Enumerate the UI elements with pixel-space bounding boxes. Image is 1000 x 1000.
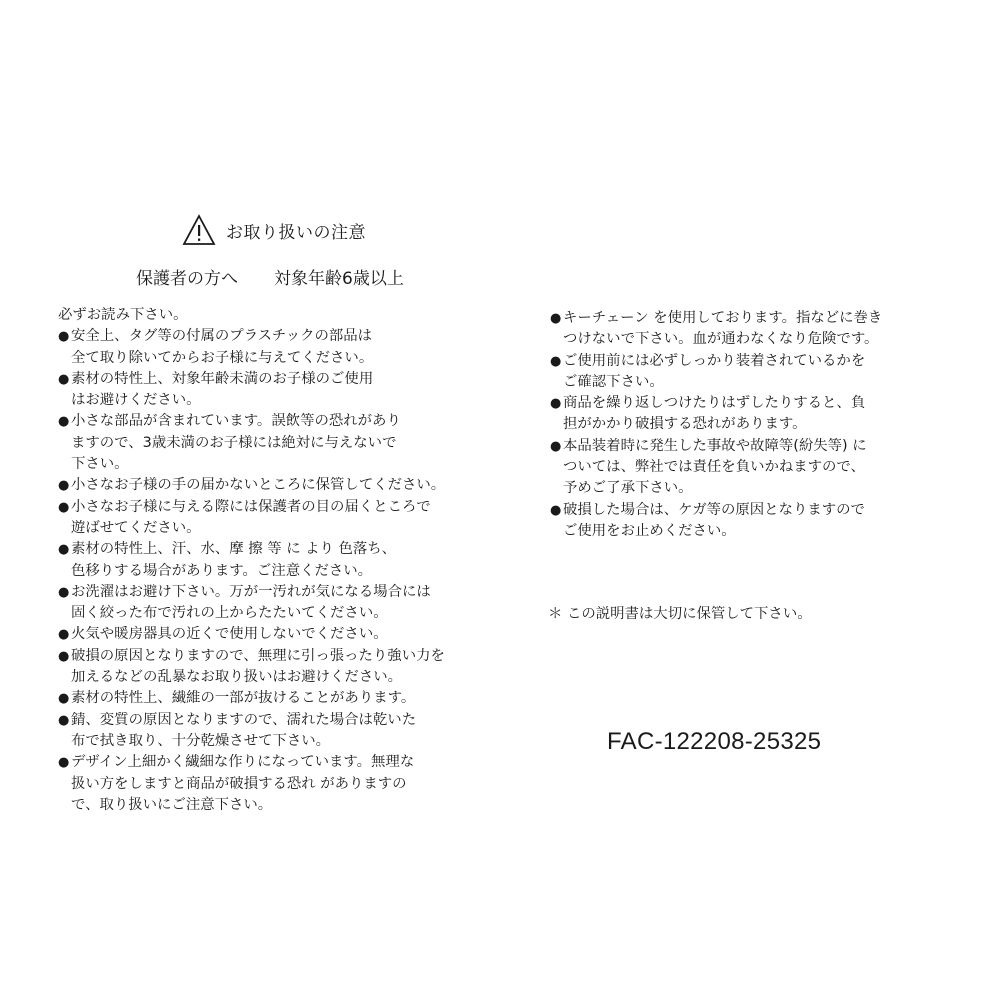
- caution-item: [58, 646, 468, 689]
- caution-text: 遊ばせてください。: [71, 519, 201, 536]
- caution-item-first-line: [58, 497, 468, 518]
- bullet-icon: ●: [58, 627, 70, 643]
- warning-triangle-icon: [182, 214, 216, 246]
- caution-text: 扱い方をしますと商品が破損する恐れ がありますの: [71, 775, 407, 792]
- caution-item-first-line: [58, 411, 468, 432]
- caution-item: [58, 539, 468, 582]
- caution-item-first-line: [58, 582, 468, 603]
- caution-text: 担がかかり破損する恐れがあります。: [563, 416, 807, 433]
- caution-list-right: [550, 308, 950, 542]
- bullet-icon: ●: [58, 499, 70, 515]
- bullet-icon: ●: [58, 691, 70, 707]
- caution-text: ついては、弊社では責任を負いかねますので、: [563, 459, 865, 476]
- caution-text: ますので、3歳未満のお子様には絶対に与えないで: [71, 434, 397, 451]
- caution-item-first-line: [550, 393, 950, 414]
- caution-text: キーチェーン を使用しております。指などに巻き: [563, 310, 883, 326]
- bullet-icon: ●: [58, 542, 70, 558]
- caution-item-first-line: [58, 752, 468, 773]
- subtitle-row: [136, 264, 404, 289]
- bullet-icon: ●: [58, 371, 70, 387]
- caution-text: 小さなお子様の手の届かないところに保管してください。: [71, 477, 446, 494]
- caution-text: つけないで下さい。血が通わなくなり危険です。: [563, 331, 879, 348]
- caution-item: [550, 436, 950, 500]
- caution-text: で、取り扱いにご注意下さい。: [71, 796, 273, 813]
- bullet-icon: ●: [58, 648, 70, 664]
- caution-item: [58, 688, 468, 709]
- caution-text: 安全上、タグ等の付属のプラスチックの部品は: [71, 328, 373, 345]
- intro-text: 必ずお読み下さい。: [58, 307, 188, 323]
- caution-text: 小さな部品が含まれています。誤飲等の恐れがあり: [71, 413, 401, 430]
- caution-list-left: [58, 305, 468, 816]
- caution-item-first-line: [58, 326, 468, 347]
- product-code: FAC-122208-25325: [607, 728, 822, 755]
- page-title: お取り扱いの注意: [226, 222, 366, 243]
- caution-text: 素材の特性上、対象年齢未満のお子様のご使用: [71, 370, 374, 387]
- caution-item: [58, 326, 468, 369]
- caution-text: ご使用をお止めください。: [563, 522, 736, 539]
- caution-text: 小さなお子様に与える際には保護者の目の届くところで: [71, 498, 431, 515]
- caution-item: [550, 308, 950, 351]
- bullet-icon: ●: [550, 311, 562, 326]
- bullet-icon: ●: [550, 438, 562, 454]
- caution-text: 色移りする場合があります。ご注意ください。: [71, 562, 373, 579]
- caution-text: 固く絞った布で汚れの上からたたいてください。: [71, 605, 388, 622]
- caution-item-first-line: [58, 624, 468, 645]
- title-row: [182, 210, 366, 250]
- caution-item-first-line: [58, 369, 468, 390]
- keep-manual-note: ＊ この説明書は大切に保管して下さい。: [548, 606, 812, 622]
- caution-item: [58, 475, 468, 496]
- bullet-icon: ●: [58, 478, 70, 494]
- caution-item: [58, 369, 468, 412]
- caution-text: 下さい。: [71, 456, 129, 473]
- caution-item-first-line: [550, 351, 950, 372]
- caution-item-first-line: [550, 500, 950, 521]
- caution-text: 破損した場合は、ケガ等の原因となりますので: [563, 501, 865, 518]
- bullet-icon: ●: [550, 353, 562, 369]
- caution-text: 錆、変質の原因となりますので、濡れた場合は乾いた: [71, 711, 417, 728]
- caution-text: 素材の特性上、繊維の一部が抜けることがあります。: [71, 690, 416, 707]
- caution-item-first-line: [58, 646, 468, 667]
- caution-item: [58, 752, 468, 816]
- caution-item-first-line: [58, 710, 468, 731]
- caution-text: ご使用前には必ずしっかり装着されているかを: [563, 352, 866, 369]
- caution-item: [550, 351, 950, 394]
- audience-label: 保護者の方へ: [136, 269, 238, 289]
- caution-text: 素材の特性上、汗、水、摩 擦 等 に より 色落ち、: [71, 541, 397, 558]
- caution-item: [550, 393, 950, 436]
- bullet-icon: ●: [58, 414, 70, 430]
- caution-text: デザイン上細かく繊細な作りになっています。無理な: [71, 754, 415, 771]
- bullet-icon: ●: [550, 396, 562, 412]
- caution-text: 全て取り除いてからお子様に与えてください。: [71, 349, 374, 366]
- caution-text: はお避けください。: [71, 392, 201, 409]
- caution-text: 予めご了承下さい。: [563, 480, 693, 497]
- age-label: 対象年齢6歳以上: [274, 269, 404, 289]
- caution-item: [58, 710, 468, 753]
- caution-item-first-line: [58, 688, 468, 709]
- caution-text: 破損の原因となりますので、無理に引っ張ったり強い力を: [71, 647, 445, 664]
- bullet-icon: ●: [58, 584, 70, 600]
- caution-text: 本品装着時に発生した事故や故障等(紛失等) に: [563, 437, 867, 454]
- caution-item: [58, 624, 468, 645]
- caution-text: 加えるなどの乱暴なお取り扱いはお避けください。: [71, 669, 402, 686]
- caution-text: お洗濯はお避け下さい。万が一汚れが気になる場合には: [71, 583, 431, 600]
- caution-item-first-line: [550, 308, 950, 329]
- caution-item: [58, 582, 468, 625]
- caution-item: [58, 497, 468, 540]
- bullet-icon: ●: [58, 329, 70, 345]
- caution-item-first-line: [550, 436, 950, 457]
- caution-text: 布で拭き取り、十分乾燥させて下さい。: [71, 732, 331, 749]
- caution-text: 商品を繰り返しつけたりはずしたりすると、負: [563, 395, 866, 412]
- caution-item: [550, 500, 950, 543]
- caution-item: [58, 411, 468, 475]
- caution-item-first-line: [58, 539, 468, 560]
- bullet-icon: ●: [550, 502, 562, 518]
- caution-text: ご確認下さい。: [563, 373, 664, 390]
- bullet-icon: ●: [58, 712, 70, 728]
- bullet-icon: ●: [58, 755, 70, 771]
- caution-text: 火気や暖房器具の近くで使用しないでください。: [71, 626, 388, 643]
- caution-item-first-line: [58, 475, 468, 496]
